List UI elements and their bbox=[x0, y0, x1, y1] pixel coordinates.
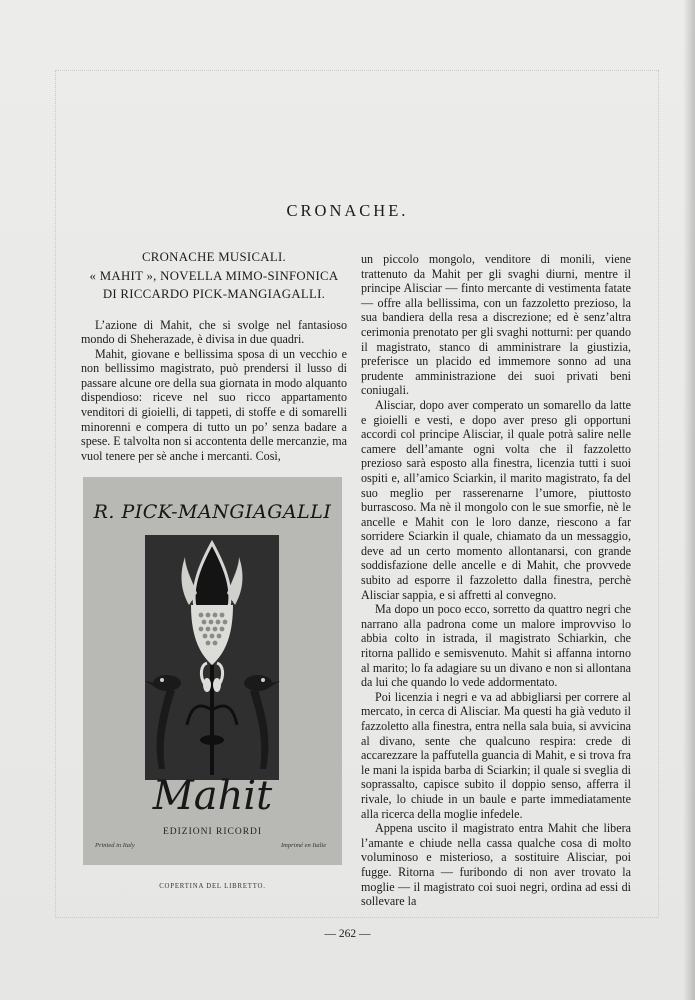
paragraph: Appena uscito il magistrato entra Mahit che libera l’amante e chiude nella cassa qualche cosa di molto voluminoso e misterioso, a sostituire Alisciar, poi fugge. Ritorna — furibondo di non aver trovato la moglie — il magistrato coi suoi negri, ordina ad essi di sollevare la bbox=[361, 821, 631, 909]
article-heading: CRONACHE MUSICALI. bbox=[141, 250, 287, 264]
cover-composer-name: R. PICK-MANGIAGALLI bbox=[93, 501, 332, 523]
article-title-line-2: DI RICCARDO PICK-MANGIAGALLI. bbox=[102, 287, 326, 301]
libretto-cover-image bbox=[83, 477, 342, 865]
section-title: CRONACHE. bbox=[286, 201, 409, 220]
left-column bbox=[81, 248, 347, 463]
right-column bbox=[361, 252, 631, 909]
paragraph: Poi licenzia i negri e va ad abbigliarsi per correre al mercato, in cerca di Alisciar. Ma questi ha già veduto il fazzoletto alla finestra, entra nella sala buia, si avvicina al divano, sente che qualcuno respira: crede di accarezzare la paffutella guancia di Mahit, e si trova fra le mani la ispida barba di Sciarkin; il quale si sveglia di soprassalto, capisce subito il doppio senso, afferra il rivale, lo chiude in un baule e parte immediatamente alla ricerca della moglie infedele. bbox=[361, 689, 631, 821]
page-number: — 262 — bbox=[324, 928, 371, 940]
paragraph: L’azione di Mahit, che si svolge nel fantasioso mondo di Sheherazade, è divisa in due quadri. bbox=[81, 317, 347, 347]
cover-title: Mahit bbox=[152, 773, 273, 819]
article-title-line-1: « MAHIT », NOVELLA MIMO-SINFONICA bbox=[89, 268, 339, 283]
image-caption: COPERTINA DEL LIBRETTO. bbox=[159, 883, 266, 890]
paragraph: Mahit, giovane e bellissima sposa di un vecchio e non bellissimo magistrato, può prendersi il lusso di passare alcune ore della sua giornata in modo alquanto dispendioso: riceve nel suo ricco appartamento venditori di gioielli, di tappeti, di stoffe e di somarelli minorenni e compera di tutto un po’ senza badare a spese. E talvolta non si accontenta delle mercanzie, ma vuol tenere per sè anche i mercanti. Così, bbox=[81, 346, 347, 463]
paragraph: Ma dopo un poco ecco, sorretto da quattro negri che narrano alla padrona come un malore improvviso lo abbia colto in istrada, il magistrato Schiarkin, che ritorna pallido e semisvenuto. Mahit si affanna intorno al marito; lo fa adagiare su un divano e non si allontana da lui che quando lo vede addormentato. bbox=[361, 602, 631, 690]
paragraph: Alisciar, dopo aver comperato un somarello da latte e gioielli e vesti, e dopo aver preso gli opportuni accordi col principe Alisciar, il quale potrà salire nelle camere dell’amante ogni volta che il fazzoletto prezioso sarà esposto alla finestra, licenzia tutti i suoi ospiti e, all’amico Sciarkin, il marito magistrato, fa del suo meglio per rasserenarne l’umore, piuttosto burrascoso. Ma nè il mongolo con le sue smorfie, nè le ancelle e Mahit con le loro danze, riescono a far sorridere Sciarkin il quale, chiamato da un messaggio, deve ad un certo momento allontanarsi, con grande soddisfazione delle ancelle e di Mahit, che provvede subito ad esporre il fazzoletto dalla finestra, perchè Alisciar sappia, e si affretti al convegno. bbox=[361, 397, 631, 602]
cover-printed-note-left: Printed in Italy bbox=[95, 842, 135, 849]
paragraph: un piccolo mongolo, venditore di monili, viene trattenuto da Mahit per gli svaghi diurni, mentre il principe Alisciar — finto mercante di vestimenta fatate — offre alla bellissima, con un fazzoletto prezioso, la sua bandiera della resa a discrezione; ed è senz’altra cerimonia prenotato per gli svaghi notturni: per quando il magistrato, stanco di amministrare la giustizia, preferisce un placido ed immemore sonno ad una prudente amministrazione dei suoi privati beni coniugali. bbox=[361, 252, 631, 398]
page-edge-shadow bbox=[683, 0, 695, 1000]
cover-printed-note-right: Imprimé en Italie bbox=[281, 842, 327, 849]
cover-publisher: EDIZIONI RICORDI bbox=[162, 827, 263, 837]
